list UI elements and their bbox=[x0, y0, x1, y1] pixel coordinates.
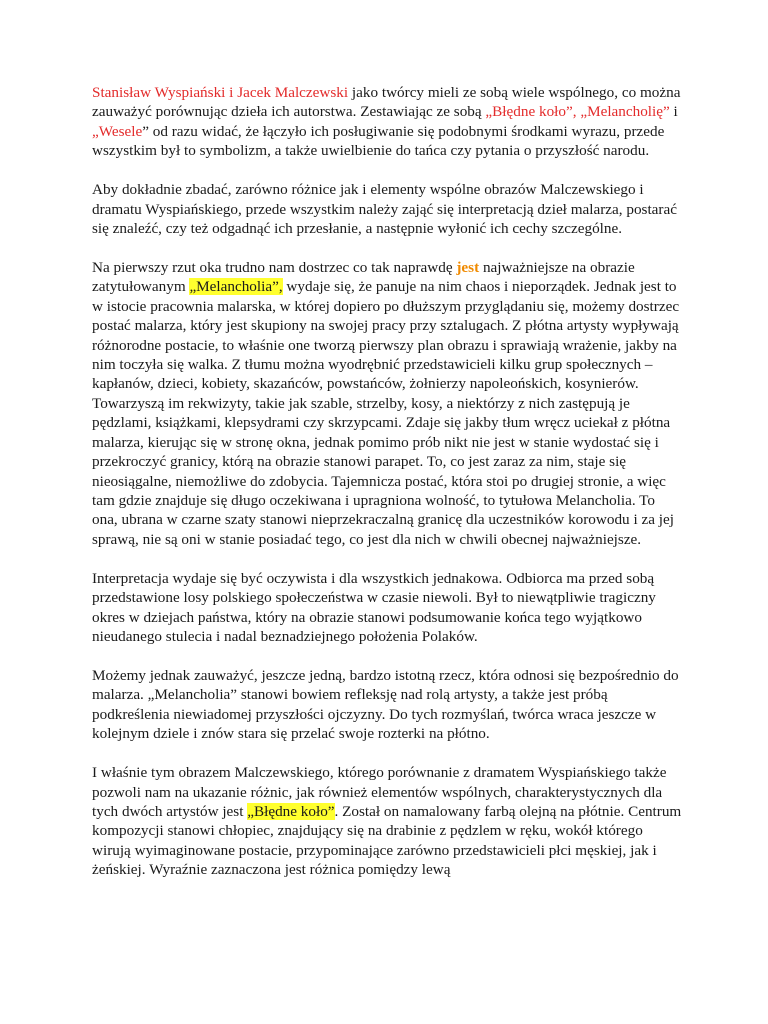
text-span: „Wesele bbox=[92, 122, 143, 140]
text-span: Możemy jednak zauważyć, jeszcze jedną, bardzo istotną rzecz, która odnosi się bezpośrednio do malarza. „Melancholia” stanowi bowiem refleksję nad rolą artysty, a także jest próbą podkreślenia niewiadomej przyszłości ojczyzny. Do tych rozmyślań, twórca wraca jeszcze w kolejnym dziele i znów stara się przelać swoje rozterki na płótno. bbox=[92, 666, 679, 743]
text-span: ” od razu widać, że łączyło ich posługiwanie się podobnymi środkami wyrazu, przede wszystkim był to symbolizm, a także uwielbienie do tańca czy pytania o przyszłość narodu. bbox=[92, 122, 665, 160]
text-span: Stanisław Wyspiański i Jacek Malczewski bbox=[92, 84, 349, 101]
text-span: Aby dokładnie zbadać, zarówno różnice jak i elementy wspólne obrazów Malczewskiego i dramatu Wyspiańskiego, przede wszystkim należy zająć się interpretacją dzieł malarza, postarać się znaleźć, czy też odgadnąć ich przesłanie, a następnie wyłonić ich cechy szczególne. bbox=[92, 181, 677, 238]
text-span: I właśnie tym obrazem Malczewskiego, którego porównanie z dramatem Wyspiańskiego także pozwoli nam na ukazanie różnic, jak również elementów wspólnych, charakterystycznych dla tych dwóch artystów jest bbox=[92, 764, 667, 820]
paragraph-4 bbox=[92, 569, 682, 647]
text-span: „Melancholię” bbox=[580, 103, 670, 121]
paragraph-1 bbox=[92, 83, 682, 161]
text-span: Interpretacja wydaje się być oczywista i dla wszystkich jednakowa. Odbiorca ma przed sobą przedstawione losy polskiego społeczeństwa w czasie niewoli. Był to niewątpliwie tragiczny okres w dziejach państwa, który na obrazie stanowi podsumowanie końca tego wyjątkowo nieudanego stulecia i nadal beznadziejnego położenia Polaków. bbox=[92, 569, 656, 645]
text-span: najważniejsze na obrazie zatytułowanym bbox=[92, 259, 635, 296]
document-body bbox=[92, 83, 682, 899]
text-span: . Został on namalowany farbą olejną na płótnie. Centrum kompozycji stanowi chłopiec, znajdujący się na drabinie z pędzlem w ręku, wokół którego wirują wyimaginowane postacie, przypominające zarówno przedstawicieli płci męskiej, jak i żeńskiej. Wyraźnie zaznaczona jest różnica pomiędzy lewą bbox=[92, 802, 682, 879]
paragraph-3 bbox=[92, 258, 682, 549]
text-span: wydaje się, że panuje na nim chaos i nieporządek. Jednak jest to w istocie pracownia malarska, w której dopiero po dłuższym przyglądaniu się, możemy dostrzec postać malarza, który jest skupiony na swojej pracy przy sztalugach. Z płótna artysty wypływają różnorodne postacie, to właśnie one tworzą pierwszy plan obrazu i sprawiają wrażenie, jakby na nim toczyła się walka. Z tłumu można wyodrębnić przedstawicieli kilku grup społecznych – kapłanów, dzieci, kobiety, skazańców, powstańców, żołnierzy napoleońskich, kosynierów. Towarzyszą im rekwizyty, takie jak szable, strzelby, kosy, a niektórzy z nich zastępują je pędzlami, książkami, klepsydrami czy skrzypcami. Zdaje się jakby tłum wręcz uciekał z płótna malarza, kierując się w stronę okna, jednak pomimo prób nikt nie jest w stanie wydostać się i przekroczyć granicy, którą na obrazie stanowi parapet. To, co jest zaraz za nim, staje się nieosiągalne, niemożliwe do zdobycia. Tajemnicza postać, która stoi po drugiej stronie, a więc tam gdzie znajduje się długo oczekiwana i upragniona wolność, to tytułowa Melancholia. To ona, ubrana w czarne szaty stanowi nieprzekraczalną granicę dla uczestników korowodu i za jej sprawą, nie są oni w stanie posiadać tego, co jest dla nich w chwili obecnej najważniejsze. bbox=[92, 278, 680, 548]
highlighted-title: „Melancholia”, bbox=[189, 278, 283, 296]
paragraph-5 bbox=[92, 666, 682, 744]
text-span: „Błędne koło”, bbox=[485, 103, 577, 121]
paragraph-6 bbox=[92, 763, 682, 879]
highlighted-title: „Błędne koło” bbox=[247, 802, 335, 820]
text-span: Na pierwszy rzut oka trudno nam dostrzec co tak naprawdę bbox=[92, 259, 457, 277]
highlighted-word: jest bbox=[456, 259, 480, 277]
text-span: i bbox=[669, 103, 678, 121]
text-span: jako twórcy mieli ze sobą wiele wspólnego, co można zauważyć porównując dzieła ich autorstwa. Zestawiając ze sobą bbox=[92, 84, 681, 121]
paragraph-2 bbox=[92, 180, 682, 238]
